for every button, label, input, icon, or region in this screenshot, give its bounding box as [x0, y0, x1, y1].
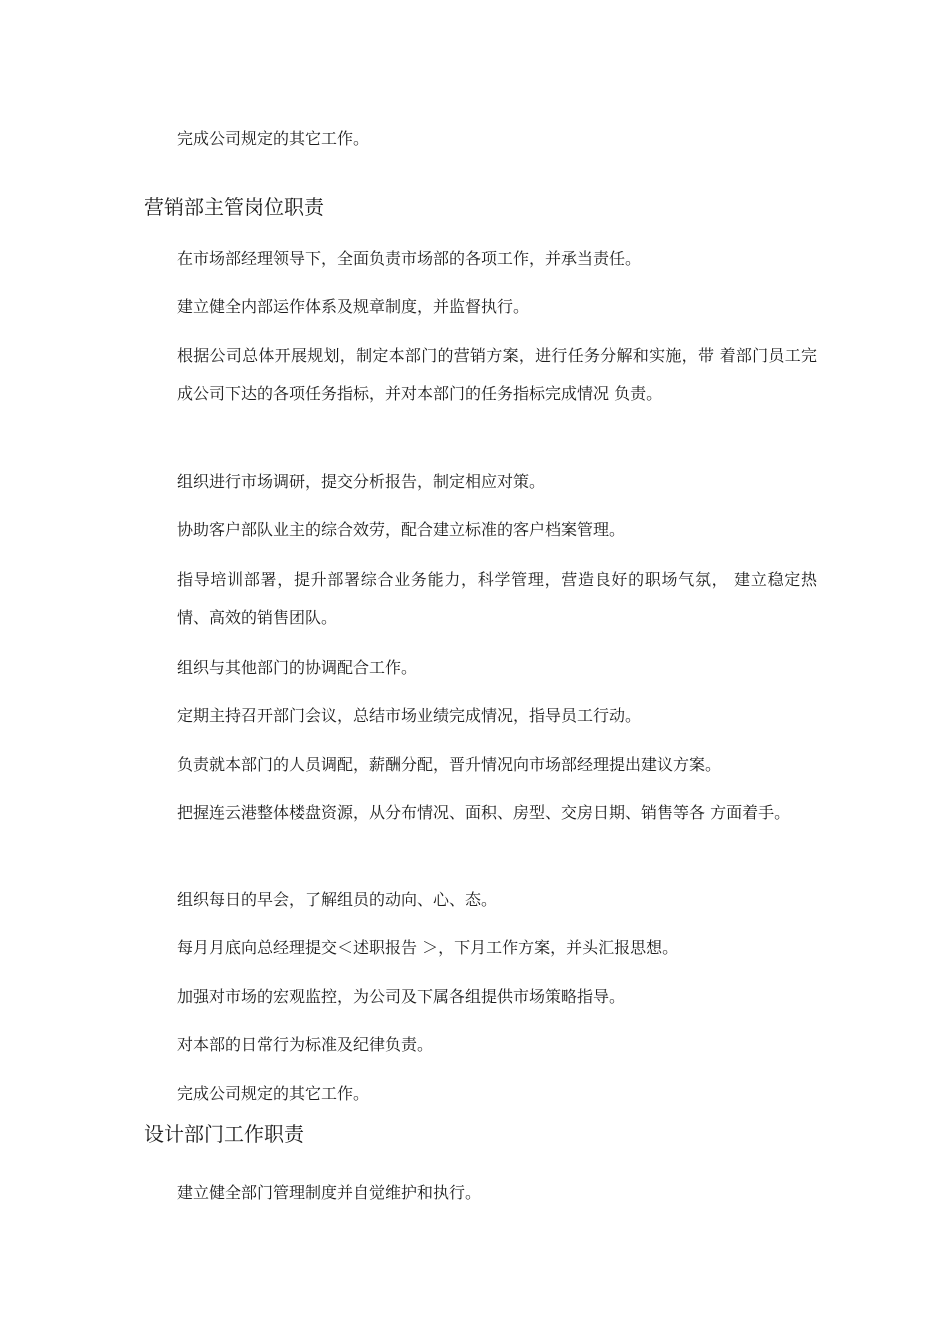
paragraph-marketing-13: 加强对市场的宏观监控，为公司及下属各组提供市场策略指导。: [177, 987, 626, 1006]
paragraph-marketing-10: 把握连云港整体楼盘资源，从分布情况、面积、房型、交房日期、销售等各 方面着手。: [177, 803, 791, 822]
paragraph-marketing-11: 组织每日的早会，了解组员的动向、心、态。: [177, 890, 498, 909]
paragraph-marketing-5: 协助客户部队业主的综合效劳，配合建立标准的客户档案管理。: [177, 520, 626, 539]
paragraph-marketing-9: 负责就本部门的人员调配，薪酬分配，晋升情况向市场部经理提出建议方案。: [177, 755, 722, 774]
section-title-design-department: 设计部门工作职责: [144, 1122, 304, 1146]
paragraph-marketing-15: 完成公司规定的其它工作。: [177, 1084, 370, 1103]
paragraph-marketing-6: 指导培训部署，提升部署综合业务能力，科学管理，营造良好的职场气氛， 建立稳定热情、高效的销售团队。: [177, 570, 817, 627]
paragraph-marketing-4: 组织进行市场调研，提交分析报告，制定相应对策。: [177, 472, 546, 491]
paragraph-design-1: 建立健全部门管理制度并自觉维护和执行。: [177, 1183, 482, 1202]
paragraph-marketing-12: 每月月底向总经理提交＜述职报告 ＞，下月工作方案，并头汇报思想。: [177, 938, 679, 957]
paragraph-marketing-14: 对本部的日常行为标准及纪律负责。: [177, 1035, 434, 1054]
paragraph-marketing-1: 在市场部经理领导下，全面负责市场部的各项工作，并承当责任。: [177, 249, 642, 268]
section-title-marketing-supervisor: 营销部主管岗位职责: [144, 195, 324, 219]
paragraph-marketing-3: 根据公司总体开展规划，制定本部门的营销方案，进行任务分解和实施，带 着部门员工完成公司下达的各项任务指标，并对本部门的任务指标完成情况 负责。: [177, 346, 817, 403]
paragraph-intro: 完成公司规定的其它工作。: [177, 129, 370, 148]
paragraph-marketing-2: 建立健全内部运作体系及规章制度，并监督执行。: [177, 297, 530, 316]
paragraph-marketing-8: 定期主持召开部门会议，总结市场业绩完成情况，指导员工行动。: [177, 706, 642, 725]
paragraph-marketing-7: 组织与其他部门的协调配合工作。: [177, 658, 418, 677]
